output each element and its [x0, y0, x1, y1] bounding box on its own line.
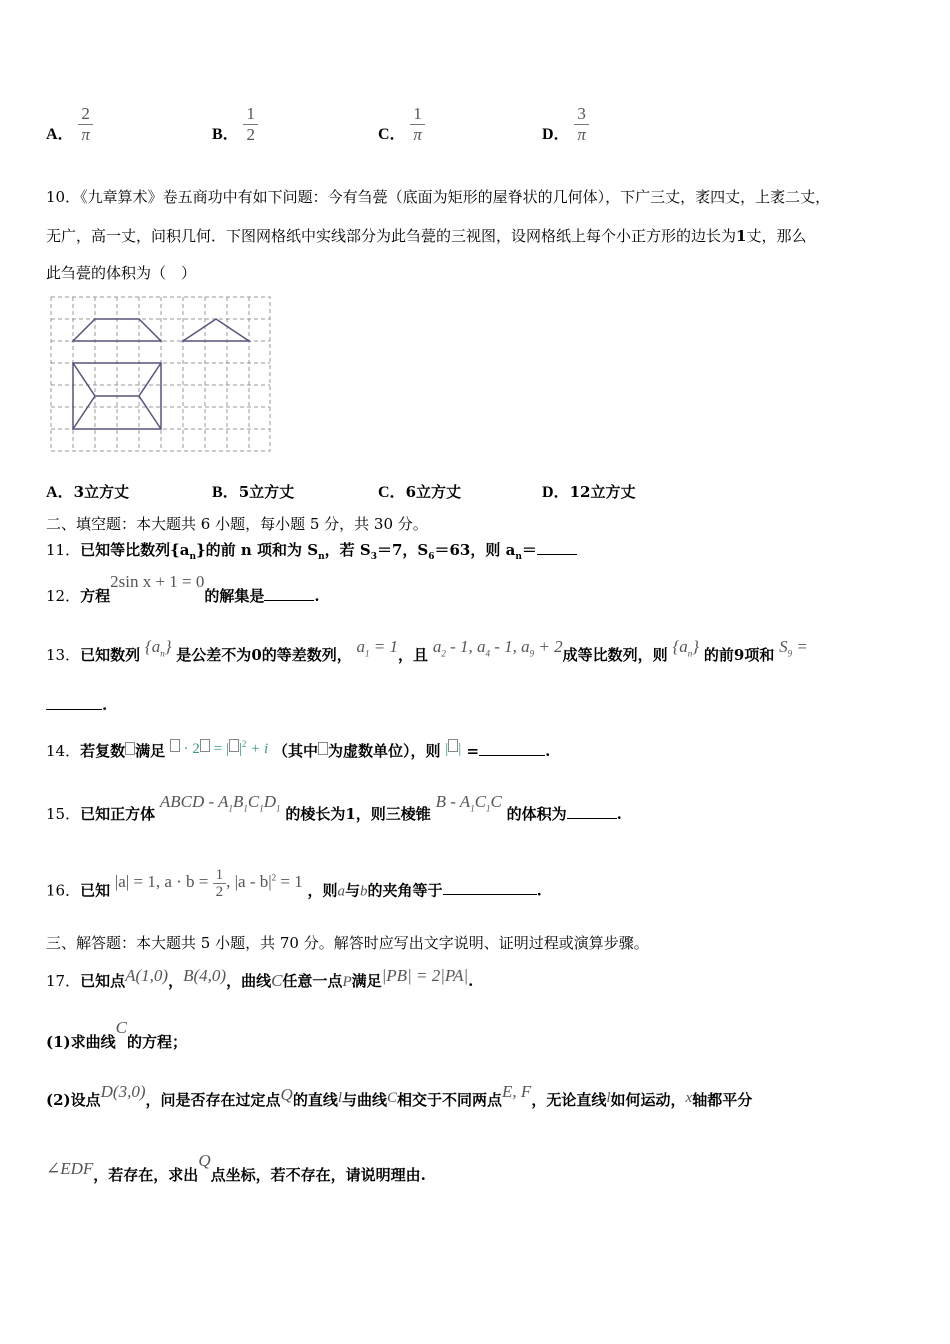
option-label: A． [46, 484, 74, 501]
math-sub: 9 [787, 648, 793, 659]
q17-text-b: ， [168, 972, 184, 990]
math-sub: 1 [365, 648, 370, 659]
fraction [410, 104, 425, 145]
option-text: 立方丈 [590, 483, 636, 501]
math-part: = 1 [276, 872, 303, 892]
option-label: B． [212, 125, 239, 143]
math-part: B - A [435, 792, 471, 811]
point-a: A(1,0) [125, 966, 169, 985]
math-a: a [477, 637, 486, 656]
q17-part2 [46, 1082, 753, 1110]
part2-text-f: ，无论直线 [531, 1091, 607, 1109]
q16-text-b: ，则 [307, 881, 338, 900]
q11-sub: n [189, 552, 197, 562]
missing-glyph-icon [448, 739, 458, 752]
q14-text-b: 满足 [135, 742, 166, 760]
q10-line3: 此刍甍的体积为（ ） [46, 264, 197, 282]
fraction-numerator: 1 [410, 104, 425, 125]
q13-number: 13． [46, 646, 81, 664]
q17-text-c: ，曲线 [226, 972, 272, 990]
option-label: A． [46, 125, 74, 143]
q17-period: . [468, 972, 474, 990]
q10-option-d [542, 479, 635, 502]
curve-c: C [115, 1018, 127, 1037]
q16 [46, 867, 542, 908]
option-text: 立方丈 [416, 483, 462, 501]
math-value: = 1 [369, 637, 399, 656]
q13-zero: 0 [251, 646, 262, 664]
missing-glyph-icon [200, 739, 210, 752]
point-d: D(3,0) [100, 1082, 146, 1101]
q13-text-c: 的等差数列， [261, 646, 352, 664]
sequence-an: $\{a_n\}$ [672, 637, 700, 659]
math-a: a [432, 637, 442, 656]
q14 [46, 740, 550, 761]
math-part: ABCD - A [159, 792, 229, 811]
q10-line2-tail: 丈，那么 [746, 227, 807, 245]
q16-text-d: 的夹角等于 [367, 881, 443, 900]
q11-text-a: 已知等比数列{a [80, 541, 190, 559]
sum-s9 [779, 637, 808, 659]
fraction-numerator: 3 [574, 104, 589, 125]
line-l: l [606, 1090, 611, 1106]
part1-text-a: 求曲线 [70, 1033, 116, 1051]
q11-number: 11． [46, 541, 81, 559]
q17-condition: |PB| = 2|PA| [381, 966, 469, 985]
q12-equation: 2sin x + 1 = 0 [110, 572, 205, 591]
sequence-an: $\{a_n\}$ [144, 637, 172, 659]
q13-text-g: 项和 [744, 646, 775, 664]
math-part: D [263, 792, 277, 811]
section-3-heading: 三、解答题：本大题共 5 小题，共 70 分。解答时应写出文字说明、证明过程或演算步骤。 [46, 934, 649, 952]
geometric-terms [432, 637, 563, 659]
q9-option-b [212, 104, 258, 145]
missing-glyph-icon [318, 742, 328, 755]
math-part: = | [209, 741, 229, 757]
part2-text-d: 与曲线 [342, 1091, 388, 1109]
q11-sub: n [318, 552, 325, 562]
q13-text-a: 已知数列 [80, 646, 141, 664]
side-view [183, 319, 249, 341]
q14-modulus [445, 741, 461, 757]
point-q: Q [280, 1085, 293, 1104]
math-a: a [521, 637, 530, 656]
math-part: | [238, 741, 242, 757]
q16-text-a: 已知 [80, 881, 111, 900]
missing-glyph-icon [125, 742, 135, 755]
q14-text-d: 为虚数单位），则 [327, 742, 441, 760]
fraction-denominator: π [81, 125, 90, 144]
fraction-denominator: 2 [246, 125, 255, 144]
q10-line2 [46, 225, 806, 246]
q16-text-c: 与 [345, 881, 361, 900]
three-view-figure [50, 296, 272, 453]
option-text: 立方丈 [84, 483, 130, 501]
answer-blank [537, 540, 577, 555]
math-part: , |a - b| [226, 872, 272, 892]
answer-blank [46, 695, 102, 710]
part2-text-g: 如何运动， [610, 1091, 686, 1109]
q9-option-a [46, 104, 93, 145]
math-a: a [679, 637, 688, 656]
q11-sub: 6 [428, 552, 435, 562]
q13-nine: 9 [733, 646, 745, 664]
q17-part2-cont [46, 1151, 426, 1185]
top-view-left-ridge [73, 363, 95, 429]
section-2-heading: 二、填空题：本大题共 6 小题，每小题 5 分，共 30 分。 [46, 515, 428, 533]
answer-blank [443, 880, 537, 895]
fraction [78, 104, 93, 145]
part2-text-b: ，问是否存在过定点 [145, 1091, 281, 1109]
q17-part1 [46, 1018, 188, 1052]
q15-text-b: 的棱长为 [285, 805, 346, 823]
math-sub: 1 [243, 803, 248, 814]
option-label: C． [378, 484, 406, 501]
math-a: a [356, 637, 366, 656]
q9-option-c [378, 104, 425, 145]
q13-answer-line [46, 695, 107, 714]
q14-text-g: = [461, 742, 480, 760]
q13 [46, 637, 808, 666]
fraction-denominator: π [413, 125, 422, 144]
q9-option-d [542, 104, 589, 145]
math-sup: 2 [241, 739, 247, 749]
q12-number: 12． [46, 587, 81, 605]
fraction-denominator: π [577, 125, 586, 144]
math-sub: n [160, 648, 165, 659]
fraction [213, 867, 227, 900]
curve-c: C [271, 971, 283, 990]
fraction-numerator: 1 [243, 104, 258, 125]
missing-glyph-icon [229, 739, 239, 752]
math-sub: 1 [470, 803, 475, 814]
option-text: 立方丈 [249, 483, 295, 501]
math-value: - 1, [445, 637, 473, 656]
q14-text-a: 若复数 [80, 742, 126, 760]
fraction [243, 104, 258, 145]
math-part: B [233, 792, 244, 811]
part2-text-h: 轴都平分 [692, 1091, 753, 1109]
q12-period: . [314, 587, 320, 605]
option-label: D． [542, 484, 570, 501]
q16-conditions [114, 867, 303, 900]
q15-period: . [616, 805, 622, 823]
q10-line2-text: 无广，高一丈，问积几何．下图网格纸中实线部分为此刍甍的三视图，设网格纸上每个小正方形的边长为 [46, 227, 737, 245]
q10-option-a [46, 479, 129, 502]
point-q: Q [198, 1151, 211, 1170]
answer-blank [264, 586, 314, 601]
math-part: | [458, 741, 462, 757]
q17-number: 17． [46, 972, 81, 990]
math-s: S [779, 637, 788, 656]
q10-line1: 10．《九章算术》卷五商功中有如下问题：今有刍甍（底面为矩形的屋脊状的几何体），下广三丈，袤四丈，上袤二丈， [46, 188, 831, 206]
q17-text-d: 任意一点 [282, 972, 343, 990]
math-sup: 2 [271, 872, 277, 883]
q17-text-a: 已知点 [80, 972, 126, 990]
math-sub: n [687, 648, 693, 659]
q11-sub: n [515, 552, 522, 562]
points-e-f: E, F [502, 1082, 532, 1101]
math-a: a [151, 637, 161, 656]
curve-c: C [387, 1090, 398, 1106]
part1-text-b: 的方程； [127, 1033, 188, 1051]
cube-name [159, 792, 281, 814]
fraction-denominator: 2 [215, 884, 224, 900]
option-label: D． [542, 125, 570, 143]
math-sub: 1 [276, 803, 281, 814]
point-b: B(4,0) [183, 966, 227, 985]
part2-text-c: 的直线 [292, 1091, 338, 1109]
q11-text-c: }的前 n 项和为 S [196, 541, 319, 559]
pyramid-name [435, 792, 502, 814]
q11-text-k: ＝ [521, 541, 537, 559]
math-sub: 1 [486, 803, 491, 814]
part-number: (1) [46, 1033, 71, 1051]
math-value: = [792, 637, 808, 656]
math-value: + 2 [534, 637, 563, 656]
q15-number: 15． [46, 805, 81, 823]
vector-b: b [360, 883, 368, 900]
fraction [574, 104, 589, 145]
math-part: |a| = 1, a · b = [114, 872, 213, 892]
q11-sub: 3 [370, 552, 377, 562]
math-sub: 2 [441, 648, 446, 659]
q13-text-e: 成等比数列，则 [562, 646, 668, 664]
q13-period: . [102, 696, 108, 714]
front-view [73, 319, 161, 341]
q10-option-c [378, 479, 461, 502]
fraction-numerator: 2 [78, 104, 93, 125]
part2-text-i: ，若存在，求出 [93, 1166, 199, 1184]
x-axis: x [685, 1090, 693, 1106]
q15 [46, 792, 622, 825]
option-number: 12 [569, 483, 591, 501]
option-label: C． [378, 125, 406, 143]
q15-one: 1 [345, 805, 356, 823]
q10-unit-number: 1 [736, 227, 747, 245]
option-number: 3 [73, 483, 84, 501]
answer-blank [567, 804, 617, 819]
math-part: | [445, 741, 449, 757]
answer-blank [479, 741, 545, 756]
math-sub: 4 [485, 648, 490, 659]
line-l: l [337, 1090, 342, 1106]
q17 [46, 966, 474, 991]
q17-text-e: 满足 [351, 972, 382, 990]
q12 [46, 572, 320, 606]
angle-edf: ∠EDF [46, 1159, 94, 1178]
q16-period: . [536, 881, 542, 900]
q15-text-a: 已知正方体 [80, 805, 156, 823]
part2-text-e: 相交于不同两点 [397, 1091, 503, 1109]
q15-text-d: 的体积为 [506, 805, 567, 823]
option-number: 6 [405, 483, 416, 501]
top-view-right-ridge [139, 363, 161, 429]
part-number: (2) [46, 1091, 71, 1109]
q14-number: 14． [46, 742, 81, 760]
math-sub: 1 [259, 803, 264, 814]
part2-text-j: 点坐标，若不存在，请说明理由. [210, 1166, 426, 1184]
missing-glyph-icon [170, 739, 180, 752]
q13-text-f: 的前 [703, 646, 734, 664]
q11 [46, 539, 577, 562]
math-sub: 1 [228, 803, 234, 814]
q14-period: . [545, 742, 551, 760]
part2-text-a: 设点 [70, 1091, 101, 1109]
q13-text-d: ，且 [398, 646, 429, 664]
q11-text-g: ＝7，S [376, 541, 429, 559]
math-part: C [490, 792, 502, 811]
fraction-numerator: 1 [213, 867, 227, 884]
q15-text-c: ，则三棱锥 [355, 805, 431, 823]
math-sub: 9 [529, 648, 535, 659]
vector-a: a [337, 883, 346, 900]
math-part: C [474, 792, 487, 811]
math-part: · 2 [179, 741, 200, 757]
math-part: + i [246, 741, 269, 757]
option-number: 5 [238, 483, 250, 501]
q12-text-a: 方程 [80, 587, 111, 605]
q10-option-b [212, 479, 294, 502]
q11-text-i: ＝63，则 a [434, 541, 516, 559]
q13-text-b: 是公差不为 [176, 646, 252, 664]
q14-equation [170, 741, 268, 757]
option-label: B． [212, 484, 239, 501]
math-part: C [247, 792, 260, 811]
condition-a1 [356, 637, 399, 659]
q11-text-e: ，若 S [324, 541, 371, 559]
math-value: - 1, [490, 637, 517, 656]
point-p: P [342, 974, 352, 990]
q16-number: 16． [46, 881, 81, 900]
q12-text-b: 的解集是 [204, 587, 265, 605]
q14-text-c: （其中 [272, 742, 318, 760]
